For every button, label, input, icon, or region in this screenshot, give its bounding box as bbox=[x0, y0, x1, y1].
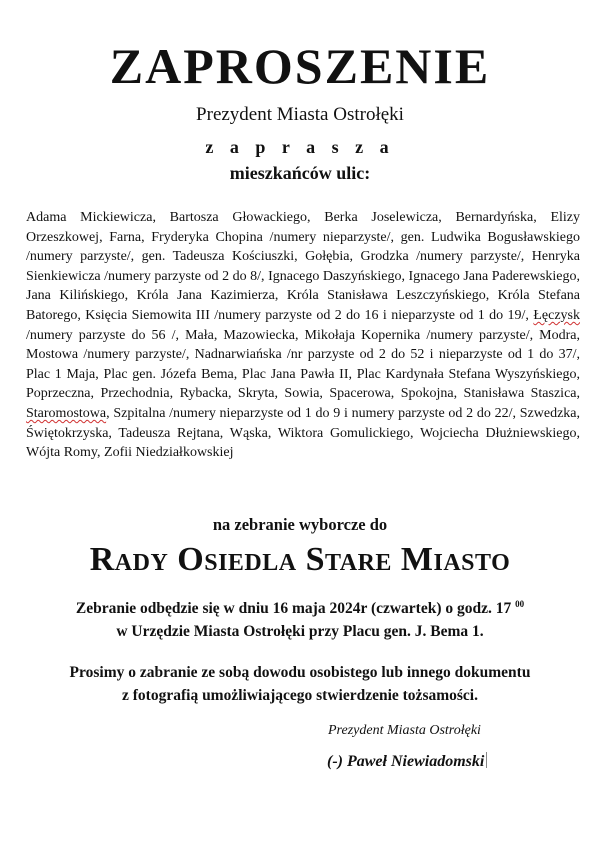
street-list-part-3: , Szpitalna /numery nieparzyste od 1 do 9 i numery parzyste od 2 do 22/, Szwedzka, Świętokrzyska, Tadeusza Rejtana, Wąska, Wiktora Gomulickiego, Wojciecha Dłużniewskiego, Wójta Romy, Zofii Niedziałkowskiej bbox=[26, 405, 580, 461]
signature-title: Prezydent Miasta Ostrołęki bbox=[328, 723, 481, 738]
signature-block bbox=[327, 752, 487, 772]
meeting-time-minutes: 00 bbox=[515, 599, 525, 609]
residents-line: mieszkańców ulic: bbox=[229, 163, 371, 183]
request-line-2: z fotografią umożliwiającego stwierdzenie tożsamości. bbox=[122, 687, 478, 704]
street-list-part-1: Adama Mickiewicza, Bartosza Głowackiego, Berka Joselewicza, Bernardyńska, Elizy Orzeszkowej, Farna, Fryderyka Chopina /numery nieparzyste/, gen. Ludwika Bogusławskiego /numery parzyste/, gen. Tadeusza Kościuszki, Gołębia, Grodzka /numery parzyste/, Henryka Sienkiewicza /numery parzyste od 2 do 8/, Ignacego Daszyńskiego, Ignacego Jana Paderewskiego, Jana Kilińskiego, Króla Jana Kazimierza, Króla Stanisława Leszczyńskiego, Króla Stefana Batorego, Księcia Siemowita III /numery parzyste od 2 do 16 i nieparzyste od 1 do 19/, bbox=[26, 210, 580, 323]
street-list-part-2: /numery parzyste do 56 /, Mała, Mazowiecka, Mikołaja Kopernika /numery parzyste/, Modra, Mostowa /numery parzyste/, Nadnarwiańska /nr parzyste od 2 do 52 i nieparzyste od 1 do 37/, Plac 1 Maja, Plac gen. Józefa Bema, Plac Jana Pawła II, Plac Kardynała Stefana Wyszyńskiego, Poprzeczna, Przechodnia, Rybacka, Skryta, Sowia, Spacerowa, Spokojna, Stanisława Staszica, bbox=[26, 327, 580, 402]
meeting-date-line bbox=[0, 598, 600, 619]
signature-name: (-) Paweł Niewiadomski bbox=[327, 753, 485, 770]
street-list bbox=[26, 208, 580, 463]
street-leczysk: Łęczysk bbox=[533, 307, 580, 323]
invites-line: z a p r a s z a bbox=[205, 137, 395, 157]
host-line: Prezydent Miasta Ostrołęki bbox=[196, 104, 404, 125]
street-staromostowa: Staromostowa bbox=[26, 405, 107, 421]
request-line-1: Prosimy o zabranie ze sobą dowodu osobistego lub innego dokumentu bbox=[69, 664, 531, 681]
meeting-place-line: w Urzędzie Miasta Ostrołęki przy Placu gen. J. Bema 1. bbox=[116, 623, 484, 640]
document-title: ZAPROSZENIE bbox=[109, 38, 491, 94]
text-cursor bbox=[486, 752, 487, 768]
meeting-label: na zebranie wyborcze do bbox=[212, 515, 388, 534]
council-name: Rady Osiedla Stare Miasto bbox=[89, 541, 511, 578]
meeting-date-text: Zebranie odbędzie się w dniu 16 maja 2024r (czwartek) o godz. 17 bbox=[75, 600, 512, 617]
